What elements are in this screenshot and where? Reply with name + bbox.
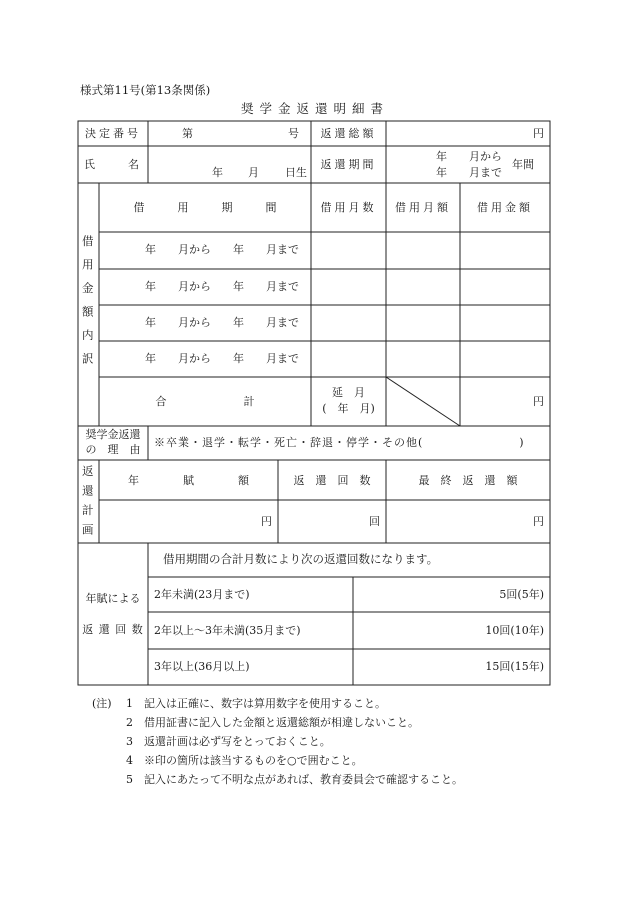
- birth-year-unit: 年: [212, 166, 223, 179]
- repayment-plan-side-label: 返還計画: [80, 465, 95, 543]
- repayment-period-years: 年間: [512, 158, 534, 171]
- notes-heading: (注): [92, 697, 112, 710]
- total-repayment-label: 返還総額: [320, 127, 377, 140]
- document-title: 奨学金返還明細書: [240, 101, 389, 116]
- installment-times-2: 10回(10年): [485, 624, 544, 637]
- decision-number-go[interactable]: 号: [288, 127, 299, 140]
- extended-months-line-1: 延 月: [332, 386, 365, 399]
- loan-period-row-2[interactable]: 年 月から 年 月まで: [145, 280, 299, 293]
- note-item: [92, 694, 463, 713]
- note-text: 記入にあたって不明な点があれば、教育委員会で確認すること。: [144, 773, 463, 786]
- total-repayment-yen[interactable]: 円: [533, 127, 544, 140]
- final-repayment-header: 最 終 返 還 額: [418, 474, 518, 487]
- decision-number-label: 決定番号: [85, 127, 141, 140]
- note-text: 記入は正確に、数字は算用数字を使用すること。: [144, 697, 386, 710]
- form-number: 様式第11号(第13条関係): [80, 83, 211, 97]
- installment-label-line-2: 返 還 回 数: [82, 623, 144, 636]
- reason-options[interactable]: ※卒業・退学・転学・死亡・辞退・停学・その他( ): [154, 436, 525, 449]
- note-number: 4: [126, 754, 133, 767]
- annual-amount-header: 年 賦 額: [128, 474, 249, 487]
- birth-month-unit: 月: [248, 166, 259, 179]
- installment-condition-2: 2年以上～3年未満(35月まで): [154, 624, 301, 637]
- note-text: ※印の箇所は該当するものを○で囲むこと。: [144, 754, 363, 767]
- birth-day-unit[interactable]: 日生: [285, 166, 307, 179]
- installment-times-1: 5回(5年): [499, 588, 544, 601]
- note-text: 借用証書に記入した金額と返還総額が相違しないこと。: [144, 716, 419, 729]
- loan-months-header: 借用月数: [320, 201, 377, 214]
- note-number: 3: [126, 735, 133, 748]
- repayment-count-unit[interactable]: 回: [369, 515, 380, 528]
- note-item: [92, 732, 463, 751]
- repayment-period-label: 返還期間: [320, 158, 377, 171]
- installment-condition-3: 3年以上(36月以上): [154, 660, 250, 673]
- extended-months-line-2[interactable]: ( 年 月): [322, 402, 375, 415]
- note-item: [92, 713, 463, 732]
- reason-label-line-2: の 理 由: [85, 443, 141, 456]
- installment-times-3: 15回(15年): [485, 660, 544, 673]
- note-number: 5: [126, 773, 133, 786]
- name-label: 氏 名: [84, 158, 139, 171]
- loan-monthly-header: 借用月額: [395, 201, 451, 214]
- loan-total-yen[interactable]: 円: [533, 395, 544, 408]
- note-number: 1: [126, 697, 133, 710]
- note-text: 返還計画は必ず写をとっておくこと。: [144, 735, 331, 748]
- loan-period-row-3[interactable]: 年 月から 年 月まで: [145, 316, 299, 329]
- reason-label-line-1: 奨学金返還: [85, 428, 141, 441]
- note-item: [92, 751, 463, 770]
- installment-label-line-1: 年賦による: [85, 592, 141, 605]
- loan-amount-header: 借用金額: [477, 201, 533, 214]
- repayment-period-to[interactable]: 年 月まで: [436, 166, 502, 179]
- loan-period-row-1[interactable]: 年 月から 年 月まで: [145, 243, 299, 256]
- note-item: [92, 770, 463, 789]
- notes-section: [92, 694, 463, 789]
- repayment-period-from[interactable]: 年 月から: [436, 150, 502, 163]
- loan-breakdown-side-label: 借用金額内訳: [80, 235, 95, 376]
- diagonal-slash: [386, 377, 460, 426]
- loan-period-row-4[interactable]: 年 月から 年 月まで: [145, 352, 299, 365]
- loan-period-header: 借 用 期 間: [133, 201, 277, 214]
- decision-number-dai: 第: [182, 127, 193, 140]
- note-number: 2: [126, 716, 133, 729]
- loan-total-label: 合 計: [155, 395, 255, 408]
- installment-condition-1: 2年未満(23月まで): [154, 588, 250, 601]
- repayment-count-header: 返 還 回 数: [293, 474, 371, 487]
- installment-intro: 借用期間の合計月数により次の返還回数になります。: [163, 552, 439, 566]
- final-repayment-yen[interactable]: 円: [533, 515, 544, 528]
- annual-amount-yen[interactable]: 円: [261, 515, 272, 528]
